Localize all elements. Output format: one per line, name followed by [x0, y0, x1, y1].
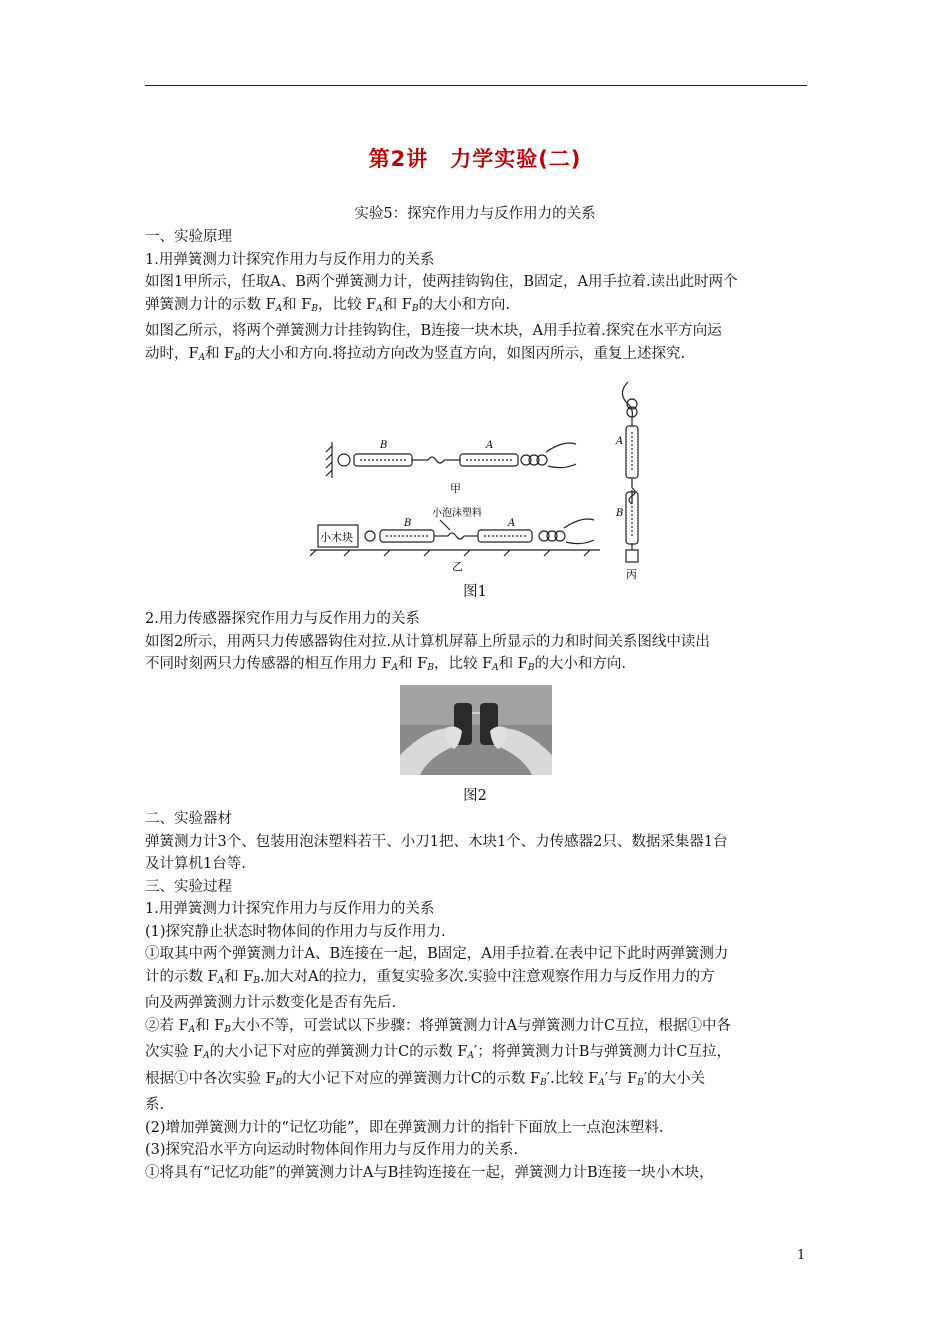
paragraph-line: 如图乙所示，将两个弹簧测力计挂钩钩住，B连接一块木块，A用手拉着.探究在水平方向运: [145, 323, 722, 339]
paragraph-line: 动时，$F_A$和 $F_B$的大小和方向.将拉动方向改为竖直方向，如图丙所示，重复上述探究.: [145, 345, 686, 363]
paragraph-line: 不同时刻两只力传感器的相互作用力 $F_A$和 $F_B$，比较 $F_A$和 $F_B$的大小和方向.: [145, 656, 627, 673]
label-A: A: [508, 518, 516, 529]
header-rule: [145, 85, 807, 86]
label-yi: 乙: [452, 560, 463, 573]
label-B: B: [616, 508, 624, 519]
label-B: B: [380, 440, 388, 451]
paragraph-line: 如图1甲所示，任取A、B两个弹簧测力计，使两挂钩钩住，B固定，A用手拉着.读出此时两个: [145, 274, 738, 290]
paragraph-line: 及计算机1台等.: [145, 856, 246, 872]
experiment-subtitle: 实验5：探究作用力与反作用力的关系: [354, 206, 596, 222]
label-jia: 甲: [450, 482, 461, 495]
step-line: (3)探究沿水平方向运动时物体间作用力与反作用力的关系.: [145, 1142, 519, 1158]
item-heading: 1.用弹簧测力计探究作用力与反作用力的关系: [145, 901, 435, 917]
figure-1-caption: 图1: [463, 584, 487, 600]
item-heading: 1.用弹簧测力计探究作用力与反作用力的关系: [145, 251, 435, 268]
page-title: 第2讲 力学实验(二): [368, 147, 582, 171]
step-line: 根据①中各次实验 $F_B$的大小记下对应的弹簧测力计C的示数 $F_B'$.比较 $F_A'$与 $F_B'$的大小关: [145, 1070, 706, 1088]
figure-2-photo: [400, 685, 552, 775]
section-heading: 二、实验器材: [145, 811, 232, 827]
section-principle: [145, 226, 810, 369]
step-line: 次实验 $F_A$的大小记下对应的弹簧测力计C的示数 $F_A'$；将弹簧测力计B与弹簧测力计C互拉，: [145, 1044, 731, 1061]
section-heading: 三、实验过程: [145, 878, 232, 895]
step-line: ②若 $F_A$和 $F_B$大小不等，可尝试以下步骤：将弹簧测力计A与弹簧测力计C互拉，根据①中各: [145, 1017, 732, 1035]
label-B: B: [404, 518, 412, 529]
paragraph-line: 如图2所示，用两只力传感器钩住对拉.从计算机屏幕上所显示的力和时间关系图线中读出: [145, 633, 710, 650]
figure-2-caption: 图2: [463, 788, 487, 804]
step-line: ①将具有“记忆功能”的弹簧测力计A与B挂钩连接在一起，弹簧测力计B连接一块小木块，: [145, 1164, 714, 1181]
step-line: 计的示数 $F_A$和 $F_B$.加大对A的拉力，重复实验多次.实验中注意观察作用力与反作用力的方: [145, 968, 715, 986]
paragraph-line: 弹簧测力计的示数 $F_A$和 $F_B$，比较 $F_A$和 $F_B$的大小和方向.: [145, 296, 511, 314]
paragraph-line: 弹簧测力计3个、包装用泡沫塑料若干、小刀1把、木块1个、力传感器2只、数据采集器1台: [145, 833, 728, 850]
label-bing: 丙: [626, 568, 637, 580]
section-equipment: [145, 808, 810, 1184]
section-heading: 一、实验原理: [145, 229, 232, 245]
label-A: A: [486, 440, 494, 451]
page-number: 1: [797, 1248, 806, 1263]
step-line: (2)增加弹簧测力计的“记忆功能”，即在弹簧测力计的指针下面放上一点泡沫塑料.: [145, 1119, 664, 1136]
step-line: (1)探究静止状态时物体间的作用力与反作用力.: [145, 923, 446, 940]
label-block: 小木块: [320, 531, 353, 544]
section-principle-sensor: [145, 608, 810, 680]
figure-1-diagram: [310, 380, 650, 580]
label-A: A: [616, 436, 624, 447]
label-foam: 小泡沫塑料: [432, 508, 482, 519]
step-line: 向及两弹簧测力计示数变化是否有先后.: [145, 995, 397, 1011]
step-line: ①取其中两个弹簧测力计A、B连接在一起，B固定，A用手拉着.在表中记下此时两弹簧测力: [145, 946, 729, 962]
step-line: 系.: [145, 1097, 165, 1113]
item-heading: 2.用力传感器探究作用力与反作用力的关系: [145, 611, 420, 627]
